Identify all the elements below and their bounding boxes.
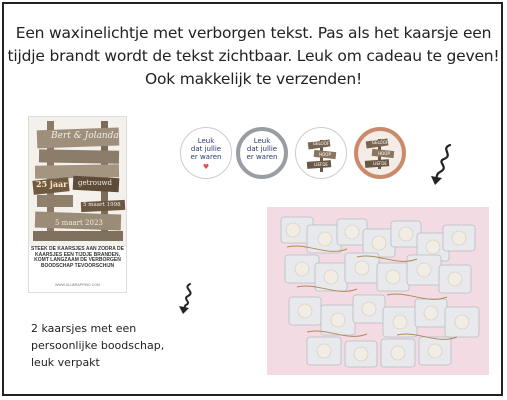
card-names: Bert & Jolanda [51, 131, 119, 141]
card-date-small: 5 maart 1998 [83, 202, 121, 208]
badge-1-line-3: er waren [190, 153, 222, 161]
badge-1-line-2: dat jullie [190, 145, 222, 153]
badge-3-word-1: GELOOF [312, 141, 330, 146]
badge-3-word-3: LIEFDE [314, 162, 328, 167]
candle-badge-3 [295, 127, 347, 179]
candle-badge-2 [236, 127, 288, 179]
headline-line-1: Een waxinelichtje met verborgen tekst. Pas als het kaarsje een [15, 24, 492, 42]
badge-4-word-2: HOOP [378, 151, 390, 156]
candle-badge-1 [180, 127, 232, 179]
badge-4-word-3: LIEFDE [373, 161, 387, 166]
caption [31, 320, 201, 371]
card-instructions: STEEK DE KAARSJES AAN ZODRA DE KAARSJES EEN TIJDJE BRANDEN, KOMT LANGZAAM DE VERBORGEN BOODSCHAP TEVOORSCHIJN [31, 246, 124, 269]
curly-arrow-icon [428, 143, 458, 189]
badge-2-line-1: Leuk [253, 137, 271, 145]
caption-line-2: persoonlijke boodschap, [31, 339, 165, 352]
headline-line-2: tijdje brandt wordt de tekst zichtbaar. Leuk om cadeau te geven! [7, 47, 500, 65]
curly-arrow-icon [176, 282, 202, 316]
wrapped-candles-photo [267, 207, 489, 375]
badge-1-line-1: Leuk [197, 137, 215, 145]
badge-4-word-1: GELOOF [371, 140, 389, 145]
candle-card [29, 117, 126, 292]
card-years: 25 jaar [36, 179, 68, 189]
card-word: getrouwd [78, 179, 112, 187]
candles-illustration [267, 207, 489, 375]
badge-2-line-3: er waren [246, 153, 278, 161]
heart-icon: ♥ [202, 163, 210, 171]
caption-line-1: 2 kaarsjes met een [31, 322, 137, 335]
headline [0, 22, 507, 91]
candle-badge-4 [354, 127, 406, 179]
card-date: 5 maart 2023 [55, 219, 103, 227]
badge-3-word-2: HOOP [319, 152, 331, 157]
caption-line-3: leuk verpakt [31, 356, 100, 369]
card-website: WWW.ALLWRAPPING.COM [55, 283, 100, 287]
badge-2-line-2: dat jullie [246, 145, 278, 153]
headline-line-3: Ook makkelijk te verzenden! [144, 70, 363, 88]
